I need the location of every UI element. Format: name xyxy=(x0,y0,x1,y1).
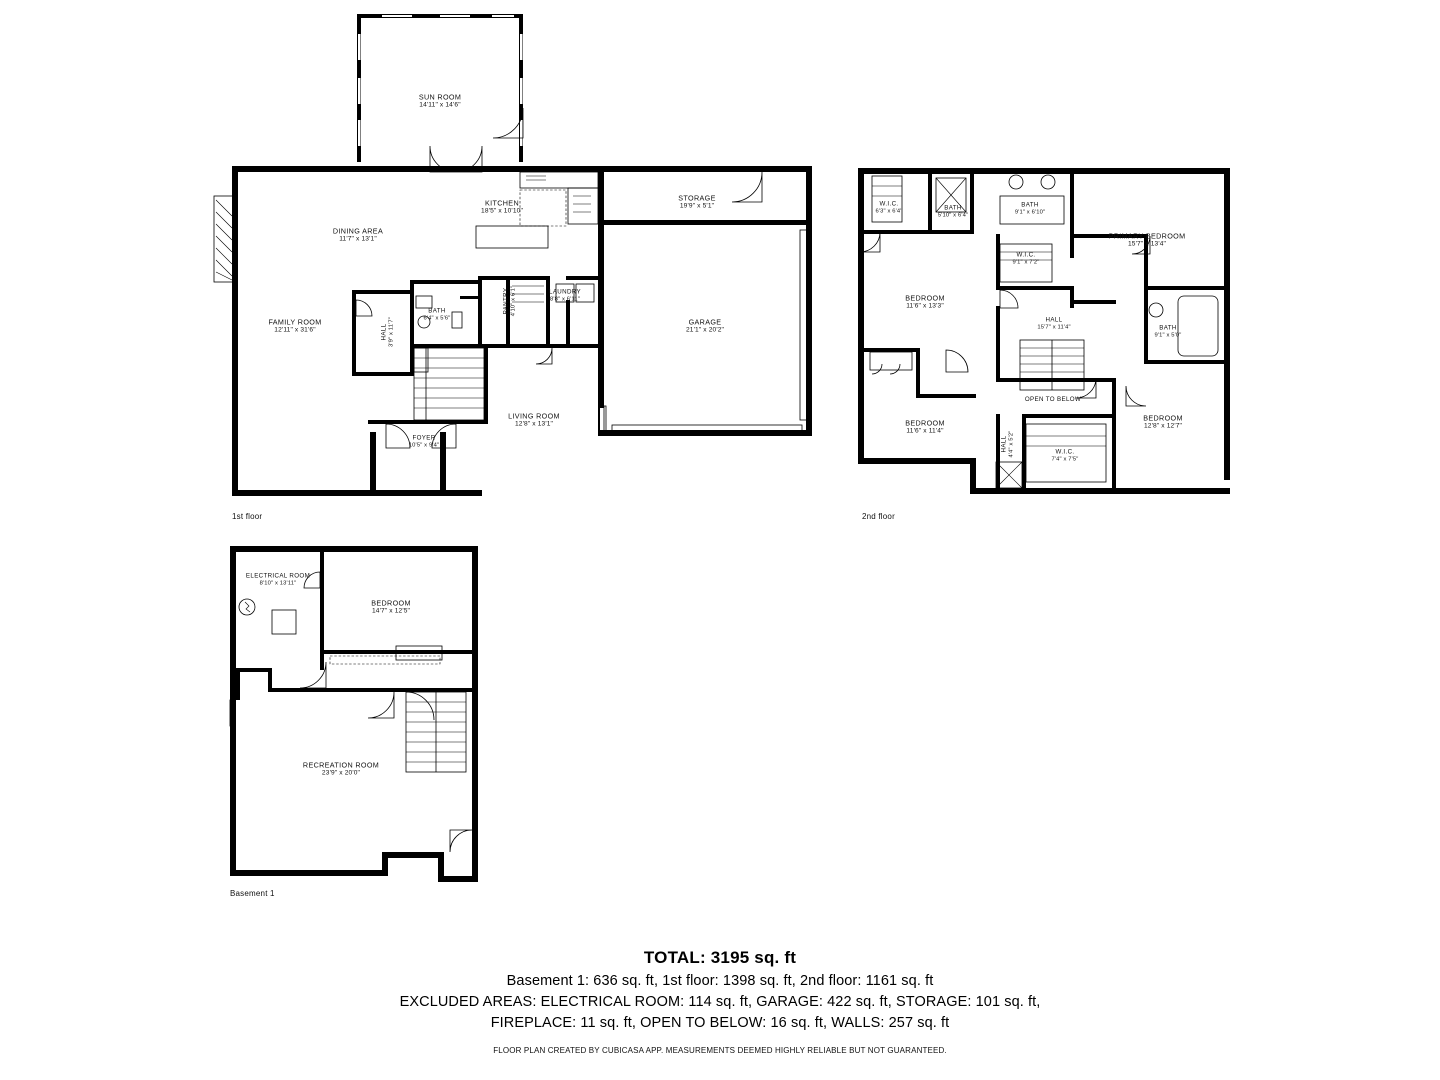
room-bath-second-a xyxy=(938,205,968,220)
excluded-areas-line-2: FIREPLACE: 11 sq. ft, OPEN TO BELOW: 16 sq. ft, WALLS: 257 sq. ft xyxy=(490,1015,950,1032)
room-name: LIVING ROOM xyxy=(508,411,560,421)
room-dining-area xyxy=(333,226,383,243)
room-storage xyxy=(678,193,715,210)
room-name: BEDROOM xyxy=(905,418,945,428)
room-wic-primary xyxy=(876,201,903,216)
room-dims: 18'5" x 10'10" xyxy=(481,207,523,215)
room-name: HALL xyxy=(1000,435,1008,453)
room-bedroom-second-a xyxy=(905,293,945,310)
room-name: W.I.C. xyxy=(1055,448,1075,456)
room-name: FOYER xyxy=(412,434,436,442)
room-name: LAUNDRY xyxy=(549,288,581,296)
room-dims: 6'3" x 6'4" xyxy=(875,208,903,215)
area-summary xyxy=(0,948,1440,1055)
room-family-room xyxy=(268,317,321,334)
floor-label-first: 1st floor xyxy=(232,512,263,521)
room-dims: 11'6" x 11'4" xyxy=(906,427,944,435)
room-dims: 10'5" x 9'4" xyxy=(408,442,440,449)
room-wic-second-b xyxy=(1052,449,1079,464)
basement-fixtures xyxy=(230,599,442,726)
room-dims: 6'4" x 5'6" xyxy=(423,315,451,322)
room-name: SUN ROOM xyxy=(418,92,462,102)
room-garage xyxy=(686,317,724,334)
total-area: TOTAL: 3195 sq. ft xyxy=(643,948,797,967)
room-dims: 9'1" x 7'2" xyxy=(1012,259,1040,266)
room-dims: 12'8" x 12'7" xyxy=(1143,422,1183,430)
room-dims: 3'9" x 11'7" xyxy=(388,317,395,347)
room-laundry xyxy=(549,289,581,304)
basement-plan xyxy=(230,546,478,882)
room-dims: 23'9" x 20'0" xyxy=(321,769,361,777)
first-floor-doors xyxy=(356,172,762,448)
room-name: BEDROOM xyxy=(905,293,945,303)
room-bedroom-second-b xyxy=(905,418,945,435)
second-floor-stairs xyxy=(1020,340,1084,390)
room-dims: 15'7" x 11'4" xyxy=(1037,324,1071,331)
excluded-areas-line-1: EXCLUDED AREAS: ELECTRICAL ROOM: 114 sq. ft, GARAGE: 422 sq. ft, STORAGE: 101 sq. ft, xyxy=(399,994,1041,1011)
room-dims: 8'10" x 13'11" xyxy=(259,580,297,587)
room-name: ELECTRICAL ROOM xyxy=(245,572,311,580)
basement-envelope xyxy=(230,546,478,882)
room-bedroom-basement xyxy=(371,598,411,615)
room-name: BATH xyxy=(428,307,446,315)
room-electrical-room xyxy=(246,573,310,588)
floor-label-second: 2nd floor xyxy=(862,512,895,521)
room-dims: 4'4" x 5'2" xyxy=(1008,430,1015,458)
room-name: W.I.C. xyxy=(879,200,899,208)
floor-label-basement: Basement 1 xyxy=(230,889,275,898)
room-dims: 9'1" x 5'0" xyxy=(1154,332,1182,339)
room-living-room xyxy=(508,411,560,428)
room-wic-second-a xyxy=(1013,252,1040,267)
room-name: PANTRY xyxy=(502,287,510,315)
room-dims: 15'7" x 13'4" xyxy=(1127,240,1167,248)
room-recreation-room xyxy=(303,760,379,777)
room-name: BEDROOM xyxy=(371,598,411,608)
room-name: W.I.C. xyxy=(1016,251,1036,259)
room-primary-bedroom xyxy=(1109,231,1186,248)
basement-stairs xyxy=(406,692,466,772)
room-dims: 8'8" x 6'11" xyxy=(550,296,580,303)
room-open-to-below xyxy=(1025,396,1081,404)
room-pantry xyxy=(503,286,518,316)
room-dims: 5'10" x 6'4" xyxy=(937,212,969,219)
first-floor-stairs xyxy=(414,348,484,420)
fireplace xyxy=(214,196,234,282)
room-dims: 14'7" x 12'5" xyxy=(371,607,411,615)
room-dims: 12'8" x 13'1" xyxy=(514,420,554,428)
room-dims: 11'6" x 13'3" xyxy=(906,302,944,310)
creator-credit: FLOOR PLAN CREATED BY CUBICASA APP. MEASUREMENTS DEEMED HIGHLY RELIABLE BUT NOT GUARANTEED. xyxy=(493,1046,947,1056)
room-bedroom-second-c xyxy=(1143,413,1183,430)
room-bath-second-c xyxy=(1155,325,1182,340)
room-dims: 14'11" x 14'6" xyxy=(419,101,461,109)
room-dims: 7'4" x 7'5" xyxy=(1051,456,1079,463)
room-name: BATH xyxy=(1159,324,1177,332)
room-name: BATH xyxy=(1021,201,1039,209)
room-dims: 19'9" x 5'1" xyxy=(679,202,715,210)
room-kitchen xyxy=(481,198,523,215)
room-hall-second xyxy=(1037,317,1070,332)
room-name: HALL xyxy=(1045,316,1063,324)
room-hall-second-small xyxy=(1001,431,1016,458)
room-name: FAMILY ROOM xyxy=(268,317,322,327)
room-name: PRIMARY BEDROOM xyxy=(1108,231,1186,241)
room-dims: 9'1" x 6'10" xyxy=(1014,209,1046,216)
room-name: HALL xyxy=(380,323,388,341)
area-breakdown: Basement 1: 636 sq. ft, 1st floor: 1398 sq. ft, 2nd floor: 1161 sq. ft xyxy=(506,973,934,989)
room-foyer xyxy=(409,435,439,450)
room-dims: 12'11" x 31'6" xyxy=(274,326,316,334)
room-dims: 11'7" x 13'1" xyxy=(339,235,377,243)
room-name: RECREATION ROOM xyxy=(302,760,380,770)
room-bath-first xyxy=(424,308,451,323)
room-dims: 21'1" x 20'2" xyxy=(685,326,725,334)
room-bath-second-b xyxy=(1015,202,1045,217)
room-name: GARAGE xyxy=(688,317,722,327)
room-name: BEDROOM xyxy=(1143,413,1183,423)
room-name: BATH xyxy=(944,204,962,212)
room-sun-room xyxy=(419,92,461,109)
room-name: STORAGE xyxy=(678,193,716,203)
room-name: DINING AREA xyxy=(332,226,384,236)
room-name: OPEN TO BELOW xyxy=(1024,396,1082,404)
room-name: KITCHEN xyxy=(485,198,519,208)
room-dims: 4'10" x 6'1" xyxy=(510,285,517,317)
room-hall-first xyxy=(381,317,396,347)
